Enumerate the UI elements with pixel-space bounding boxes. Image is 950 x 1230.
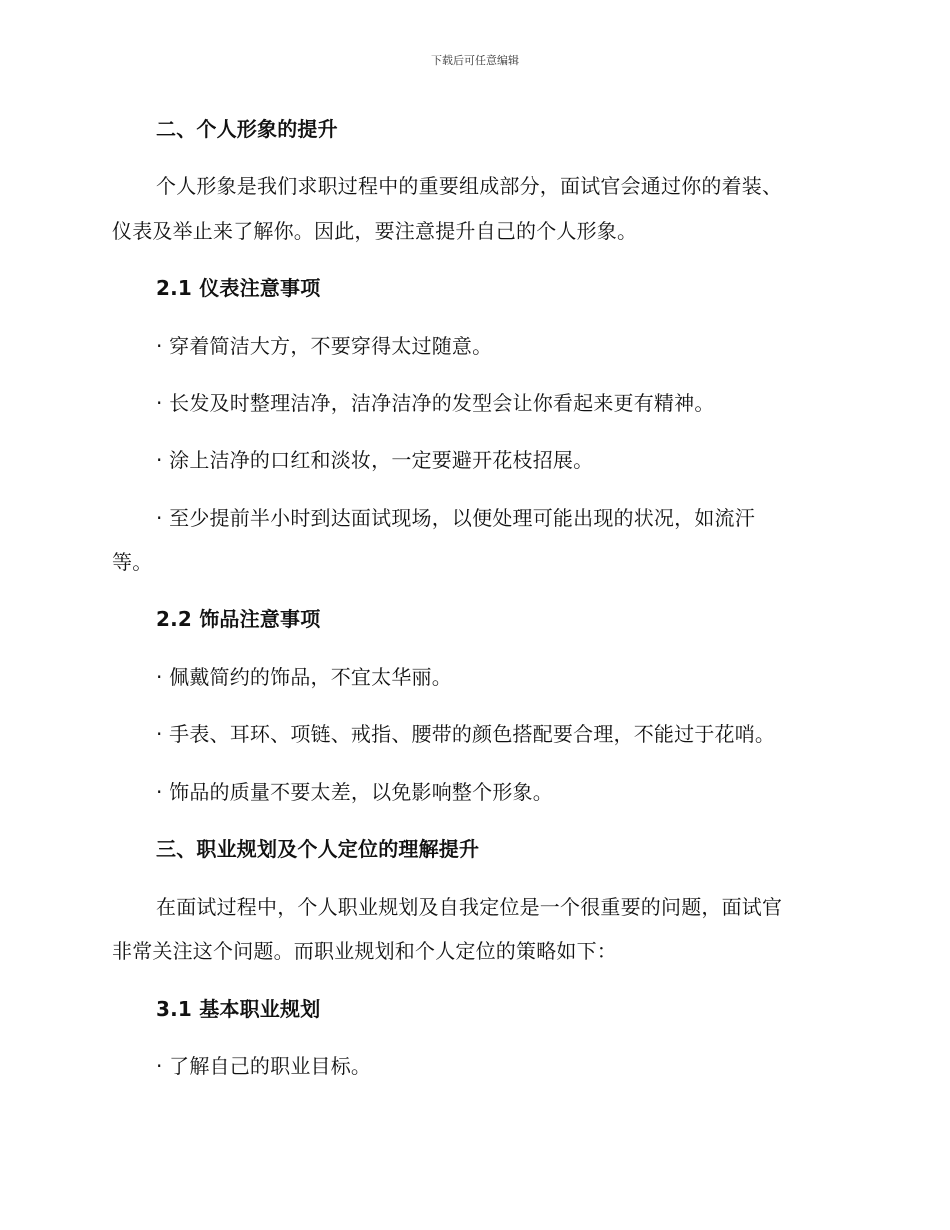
page-header-note: 下载后可任意编辑 [431,54,519,67]
section-3-intro-line-1: 在面试过程中，个人职业规划及自我定位是一个很重要的问题，面试官 [156,895,783,919]
list-item-appearance-1: · 穿着简洁大方，不要穿得太过随意。 [156,334,493,358]
section-3-intro-line-2: 非常关注这个问题。而职业规划和个人定位的策略如下： [112,939,617,963]
list-item-appearance-4-line-1: · 至少提前半小时到达面试现场，以便处理可能出现的状况，如流汗 [156,506,755,530]
list-item-appearance-3: · 涂上洁净的口红和淡妆，一定要避开花枝招展。 [156,448,594,472]
list-item-appearance-4-line-2: 等。 [112,550,153,574]
section-2-intro-line-1: 个人形象是我们求职过程中的重要组成部分，面试官会通过你的着装、 [156,174,783,198]
section-2-heading: 二、个人形象的提升 [156,117,338,141]
section-2-2-heading: 2.2 饰品注意事项 [156,607,321,631]
section-3-1-heading: 3.1 基本职业规划 [156,997,321,1021]
list-item-accessories-2: · 手表、耳环、项链、戒指、腰带的颜色搭配要合理，不能过于花哨。 [156,722,776,746]
list-item-accessories-3: · 饰品的质量不要太差，以免影响整个形象。 [156,780,553,804]
list-item-career-1: · 了解自己的职业目标。 [156,1054,372,1078]
section-3-heading: 三、职业规划及个人定位的理解提升 [156,837,480,861]
section-2-intro-line-2: 仪表及举止来了解你。因此，要注意提升自己的个人形象。 [112,219,638,243]
section-2-1-heading: 2.1 仪表注意事项 [156,276,321,300]
list-item-appearance-2: · 长发及时整理洁净，洁净洁净的发型会让你看起来更有精神。 [156,391,715,415]
list-item-accessories-1: · 佩戴简约的饰品，不宜太华丽。 [156,665,452,689]
